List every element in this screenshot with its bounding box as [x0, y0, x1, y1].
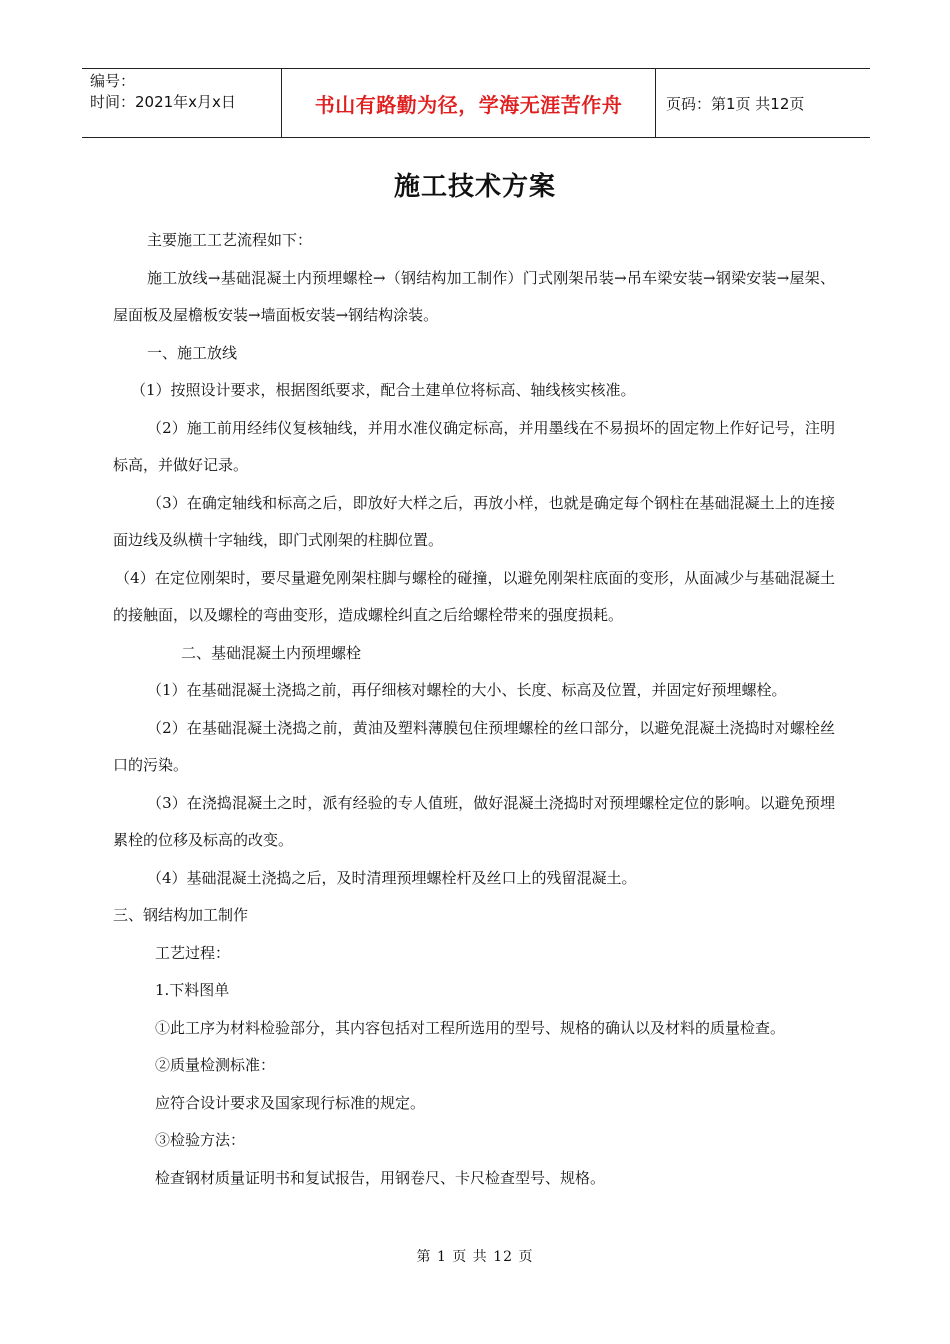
section-heading-2: 二、基础混凝土内预埋螺栓 — [181, 643, 362, 662]
paragraph: （1）按照设计要求，根据图纸要求，配合土建单位将标高、轴线核实核准。 — [131, 381, 636, 399]
document-body — [113, 222, 835, 1197]
section-heading-1: 一、施工放线 — [147, 343, 238, 362]
paragraph: （3）在确定轴线和标高之后，即放好大样之后，再放小样，也就是确定每个钢柱在基础混凝土上的连接面边线及纵横十字轴线，即门式刚架的柱脚位置。 — [113, 493, 835, 549]
paragraph-intro: 主要施工工艺流程如下： — [147, 231, 313, 249]
section-heading-3: 三、钢结构加工制作 — [113, 906, 249, 924]
paragraph: （4）在定位刚架时，要尽量避免刚架柱脚与螺栓的碰撞，以避免刚架柱底面的变形，从面减少与基础混凝土的接触面，以及螺栓的弯曲变形，造成螺栓纠直之后给螺栓带来的强度损耗。 — [113, 568, 835, 624]
document-header — [82, 68, 870, 138]
paragraph: （2）施工前用经纬仪复核轴线，并用水准仪确定标高，并用墨线在不易损坏的固定物上作好记号，注明标高，并做好记录。 — [113, 418, 835, 474]
paragraph: 应符合设计要求及国家现行标准的规定。 — [155, 1093, 426, 1112]
paragraph: （4）基础混凝土浇捣之后，及时清理预埋螺栓杆及丝口上的残留混凝土。 — [147, 868, 637, 887]
header-meta-cell — [82, 69, 282, 137]
document-date: 时间：2021年x月x日 — [90, 93, 236, 111]
document-number-label: 编号： — [90, 72, 136, 90]
paragraph: ③检验方法： — [155, 1131, 246, 1149]
paragraph: （1）在基础混凝土浇捣之前，再仔细核对螺栓的大小、长度、标高及位置，并固定好预埋螺栓。 — [147, 681, 787, 699]
subheading: 1.下料图单 — [155, 981, 230, 999]
paragraph-process-flow: 施工放线→基础混凝土内预埋螺栓→（钢结构加工制作）门式刚架吊装→吊车梁安装→钢梁安装→屋架、屋面板及屋檐板安装→墙面板安装→钢结构涂装。 — [113, 268, 835, 324]
paragraph: 检查钢材质量证明书和复试报告，用钢卷尺、卡尺检查型号、规格。 — [155, 1168, 606, 1187]
page-footer: 第 1 页 共 12 页 — [416, 1249, 534, 1265]
paragraph: 工艺过程： — [155, 943, 231, 962]
header-page-cell — [656, 69, 870, 137]
paragraph: ②质量检测标准： — [155, 1056, 276, 1074]
paragraph: （3）在浇捣混凝土之时，派有经验的专人值班，做好混凝土浇捣时对预埋螺栓定位的影响。以避免预埋累栓的位移及标高的改变。 — [113, 793, 835, 849]
header-motto: 书山有路勤为径，学海无涯苦作舟 — [314, 92, 623, 117]
document-title: 施工技术方案 — [393, 172, 556, 202]
header-motto-cell — [282, 69, 656, 137]
paragraph: （2）在基础混凝土浇捣之前，黄油及塑料薄膜包住预埋螺栓的丝口部分，以避免混凝土浇捣时对螺栓丝口的污染。 — [113, 718, 835, 774]
paragraph: ①此工序为材料检验部分，其内容包括对工程所选用的型号、规格的确认以及材料的质量检查。 — [155, 1018, 786, 1037]
header-page-info: 页码：第1页 共12页 — [666, 94, 805, 113]
